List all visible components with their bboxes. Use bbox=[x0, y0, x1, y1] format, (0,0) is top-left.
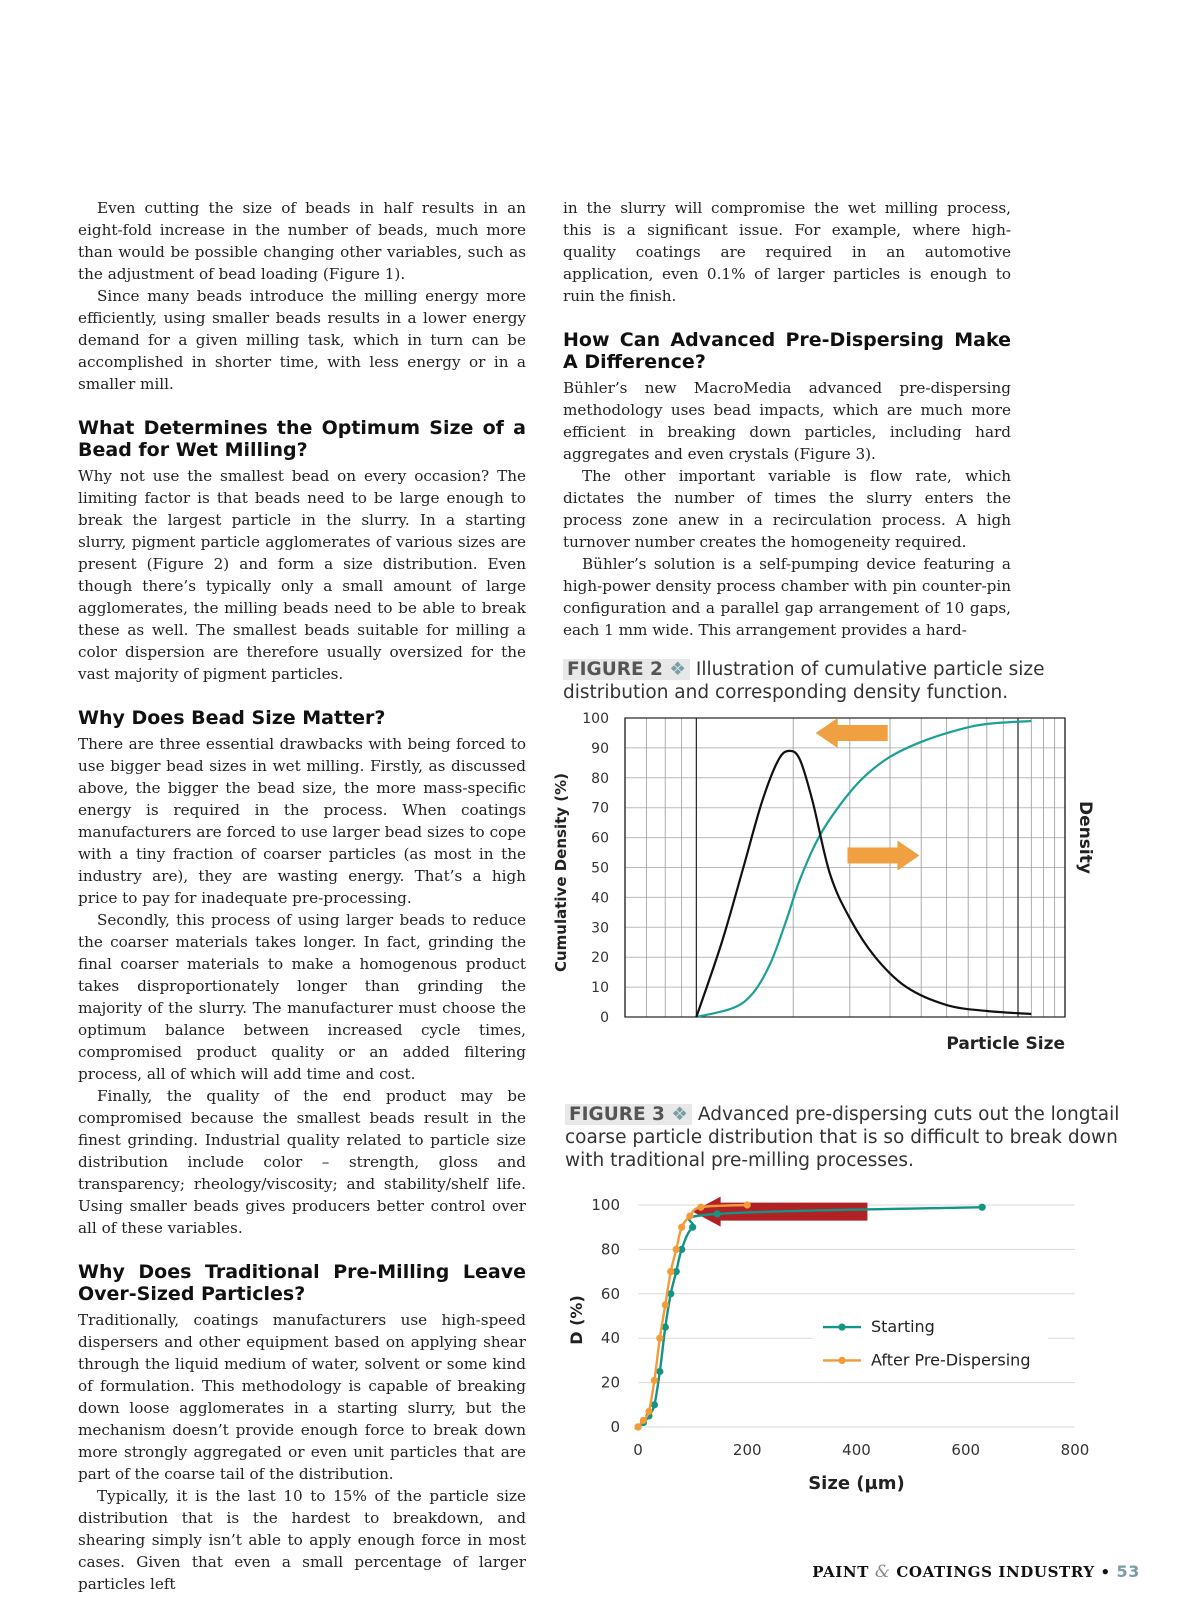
figure-3-caption bbox=[565, 1103, 1130, 1172]
section-heading: Why Does Bead Size Matter? bbox=[78, 707, 386, 729]
paragraph: Bühler’s solution is a self-pumping device featuring a high-power density process chamber with pin counter-pin configuration and a parallel gap arrangement of 10 gaps, each 1 mm wide. This arrangement provides a hard- bbox=[563, 555, 1011, 639]
y-tick-label: 80 bbox=[600, 1240, 620, 1259]
after-predispersing-point bbox=[662, 1301, 669, 1308]
y-tick-label: 20 bbox=[600, 1373, 620, 1392]
x-tick-label: 0 bbox=[633, 1441, 643, 1459]
bullet: • bbox=[1100, 1563, 1111, 1581]
paragraph: Why not use the smallest bead on every occasion? The limiting factor is that beads need to be large enough to break the largest particle in the slurry. In a starting slurry, pigment particle agglomerates of various sizes are present (Figure 2) and form a size distribution. Even though there’s typically only a small amount of large agglomerates, the milling beads need to be able to break these as well. The smallest beads suitable for milling a color dispersion are therefore usually oversized for the vast majority of pigment particles. bbox=[78, 467, 526, 683]
journal-name: PAINT bbox=[812, 1563, 869, 1581]
after-predispersing-point bbox=[673, 1246, 680, 1253]
y-tick-label: 40 bbox=[600, 1329, 620, 1348]
y-tick-label: 50 bbox=[591, 860, 609, 877]
starting-point bbox=[714, 1210, 721, 1217]
figure-3-caption-text: Advanced pre-dispersing cuts out the longtail coarse particle distribution that is so difficult to break down with traditional pre-milling processes. bbox=[565, 1104, 1120, 1171]
journal-name-2: COATINGS INDUSTRY bbox=[896, 1563, 1095, 1581]
diamond-icon: ❖ bbox=[669, 659, 686, 680]
y-tick-label: 60 bbox=[600, 1284, 620, 1303]
legend-marker bbox=[838, 1357, 845, 1364]
x-tick-label: 600 bbox=[951, 1441, 981, 1459]
y-tick-label: 70 bbox=[591, 800, 609, 817]
right-column bbox=[563, 197, 1011, 641]
y-tick-label: 0 bbox=[610, 1418, 620, 1436]
figure-2-chart bbox=[552, 711, 1135, 1096]
paragraph: Finally, the quality of the end product may be compromised because the smallest beads result in the finest grinding. Industrial quality related to particle size distribution include color – strength, gloss and transparency; rheology/viscosity; and stability/shelf life. Using smaller beads gives producers better control over all of these variables. bbox=[78, 1087, 526, 1237]
figure-3-chart bbox=[555, 1196, 1135, 1545]
starting-point bbox=[689, 1224, 696, 1231]
paragraph: Bühler’s new MacroMedia advanced pre-dispersing methodology uses bead impacts, which are much more efficient in breaking down particles, including hard aggregates and even crystals (Figure 3). bbox=[563, 379, 1011, 463]
diamond-icon: ❖ bbox=[671, 1104, 688, 1125]
figure-2-tag: FIGURE 2 ❖ bbox=[563, 659, 690, 680]
starting-point bbox=[656, 1368, 663, 1375]
y-tick-label: 90 bbox=[591, 740, 609, 757]
left-arrow-icon bbox=[816, 718, 888, 748]
x-axis-label: Size (µm) bbox=[808, 1473, 905, 1494]
after-predispersing-point bbox=[651, 1377, 658, 1384]
x-tick-label: 400 bbox=[842, 1441, 871, 1459]
y-tick-label: 80 bbox=[591, 770, 609, 787]
y-tick-label: 20 bbox=[591, 950, 609, 967]
y-tick-label: 100 bbox=[582, 711, 609, 727]
legend-label: After Pre-Dispersing bbox=[871, 1350, 1031, 1370]
right-arrow-icon bbox=[847, 841, 919, 871]
ampersand: & bbox=[874, 1562, 891, 1582]
after-predispersing-point bbox=[744, 1201, 751, 1208]
after-predispersing-line bbox=[638, 1205, 747, 1427]
page-footer bbox=[812, 1562, 1140, 1582]
after-predispersing-point bbox=[634, 1423, 641, 1430]
legend-label: Starting bbox=[871, 1317, 935, 1337]
paragraph: The other important variable is flow rate, which dictates the number of times the slurry enters the process zone anew in a recirculation process. A high turnover number creates the homogeneity required. bbox=[563, 467, 1011, 551]
after-predispersing-point bbox=[645, 1408, 652, 1415]
after-predispersing-point bbox=[686, 1213, 693, 1220]
x-axis-label: Particle Size bbox=[946, 1034, 1065, 1054]
paragraph: There are three essential drawbacks with being forced to use bigger bead sizes in wet milling. Firstly, as discussed above, the bigger the bead size, the more mass-specific energy is required in the process. When coatings manufacturers are forced to use larger bead sizes to cope with a tiny fraction of coarser particles (as most in the industry are), they are wasting energy. That’s a high price to pay for inadequate pre-processing. bbox=[78, 735, 526, 907]
after-predispersing-point bbox=[640, 1417, 647, 1424]
y-axis-label: D (%) bbox=[567, 1295, 586, 1345]
y-tick-label: 60 bbox=[591, 830, 609, 847]
figure-3-tag: FIGURE 3 ❖ bbox=[565, 1104, 692, 1125]
figure-2-caption-text: Illustration of cumulative particle size distribution and corresponding density function. bbox=[563, 659, 1045, 703]
figure-2-caption bbox=[563, 658, 1123, 704]
y-tick-label: 40 bbox=[591, 890, 609, 907]
y-tick-label: 0 bbox=[600, 1010, 609, 1026]
x-tick-label: 200 bbox=[732, 1441, 762, 1459]
paragraph: Typically, it is the last 10 to 15% of the particle size distribution that is the hardest to breakdown, and shearing simply isn’t able to apply enough force in most cases. Given that even a small percentage of larger particles left bbox=[78, 1487, 526, 1593]
after-predispersing-point bbox=[667, 1268, 674, 1275]
starting-point bbox=[979, 1204, 986, 1211]
density-curve bbox=[696, 751, 1031, 1017]
y-axis-label: Cumulative Density (%) bbox=[552, 772, 570, 973]
paragraph: Since many beads introduce the milling energy more efficiently, using smaller beads results in a lower energy demand for a given milling task, which in turn can be accomplished in shorter time, with less energy or in a smaller mill. bbox=[78, 287, 526, 393]
section-heading: How Can Advanced Pre-Dispersing Make A Difference? bbox=[563, 329, 1011, 373]
after-predispersing-point bbox=[697, 1204, 704, 1211]
x-tick-label: 800 bbox=[1060, 1441, 1090, 1459]
section-heading: What Determines the Optimum Size of a Bead for Wet Milling? bbox=[78, 417, 526, 461]
section-heading: Why Does Traditional Pre-Milling Leave Over-Sized Particles? bbox=[78, 1261, 526, 1305]
y-tick-label: 10 bbox=[591, 980, 609, 997]
paragraph: Even cutting the size of beads in half results in an eight-fold increase in the number of beads, much more than would be possible changing other variables, such as the adjustment of bead loading (Figure 1). bbox=[78, 199, 526, 283]
legend-marker bbox=[838, 1324, 845, 1331]
after-predispersing-point bbox=[656, 1335, 663, 1342]
y-tick-label: 30 bbox=[591, 920, 609, 937]
page-number: 53 bbox=[1116, 1562, 1140, 1581]
y-axis-right-label: Density bbox=[1075, 801, 1095, 874]
cumulative-curve bbox=[696, 721, 1031, 1017]
after-predispersing-point bbox=[678, 1224, 685, 1231]
paragraph: Traditionally, coatings manufacturers use high-speed dispersers and other equipment based on applying shear through the liquid medium of water, solvent or some kind of formulation. This methodology is capable of breaking down loose agglomerates in a starting slurry, but the mechanism doesn’t provide enough force to break down more strongly aggregated or even unit particles that are part of the coarse tail of the distribution. bbox=[78, 1311, 526, 1483]
paragraph: Secondly, this process of using larger beads to reduce the coarser materials takes longer. In fact, grinding the final coarser materials to make a homogenous product takes disproportionately longer than grinding the majority of the slurry. The manufacturer must choose the optimum balance between increased cycle times, compromised product quality or an added filtering process, all of which will add time and cost. bbox=[78, 911, 526, 1083]
left-column bbox=[78, 197, 526, 1595]
y-tick-label: 100 bbox=[591, 1196, 620, 1214]
paragraph: in the slurry will compromise the wet milling process, this is a significant issue. For example, where high-quality coatings are required in an automotive application, even 0.1% of larger particles is enough to ruin the finish. bbox=[563, 199, 1011, 305]
